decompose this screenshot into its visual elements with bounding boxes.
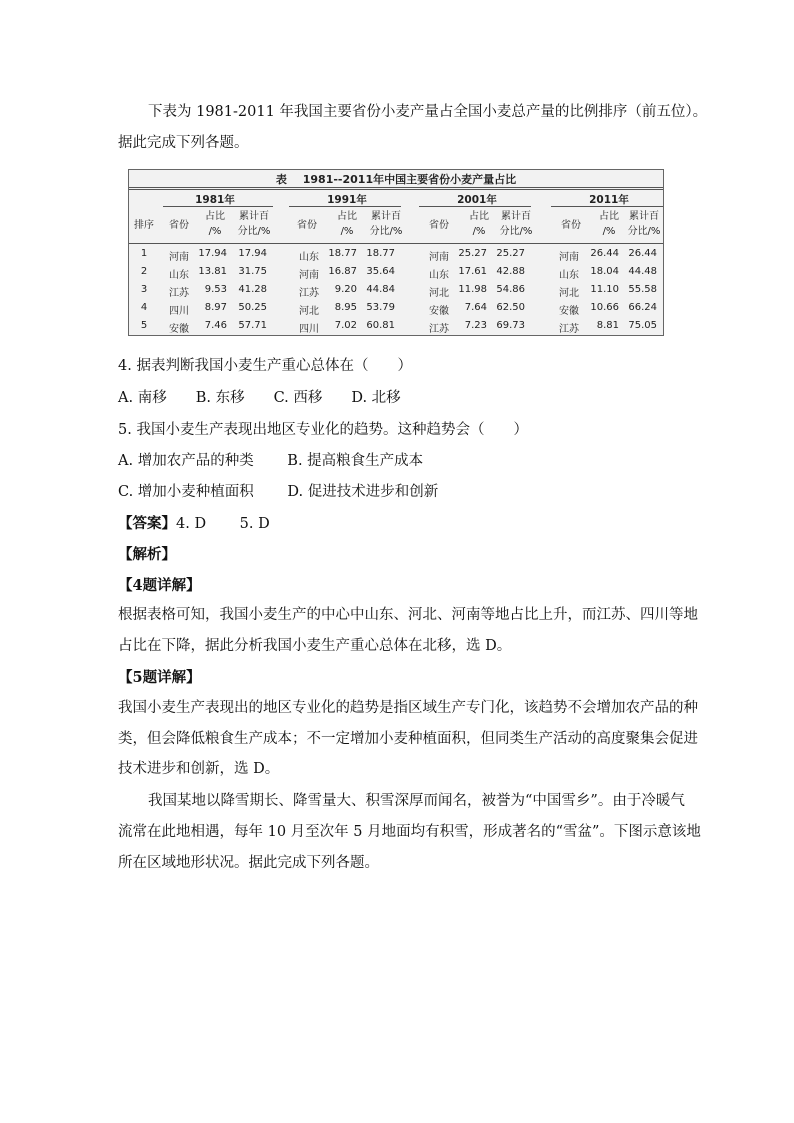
table-cell-province: 安徽 — [169, 324, 189, 335]
intro-line-2: 据此完成下列各题。 — [118, 135, 249, 151]
hdr-share-2011-l1: 占比 — [599, 211, 619, 222]
table-label: 表 — [275, 173, 287, 186]
table-cell-cumulative: 50.25 — [238, 302, 267, 313]
table-cell-province: 河南 — [429, 252, 449, 263]
table-cell-cumulative: 62.50 — [496, 302, 525, 313]
year-1991: 1991年 — [327, 194, 367, 206]
table-cell-share: 25.27 — [458, 248, 487, 259]
table-cell-province: 安徽 — [429, 306, 449, 317]
table-rule-top — [129, 187, 663, 188]
table-cell-province: 江苏 — [559, 324, 579, 335]
table-cell-province: 江苏 — [299, 288, 319, 299]
table-cell-share: 17.61 — [458, 266, 487, 277]
table-cell-cumulative: 75.05 — [628, 320, 657, 331]
hdr-cum-2001-l1: 累计百 — [501, 211, 531, 222]
hdr-share-2011 — [591, 209, 627, 239]
q4-detail-line-2: 占比在下降，据此分析我国小麦生产重心总体在北移，选 D。 — [118, 638, 512, 654]
hdr-cum-1991-l2: 分比/% — [369, 226, 403, 237]
hdr-cum-2011-l2: 分比/% — [627, 226, 661, 237]
table-cell-share: 18.77 — [328, 248, 357, 259]
table-cell-cumulative: 18.77 — [366, 248, 395, 259]
table-cell-province: 河南 — [169, 252, 189, 263]
table-cell-province: 山东 — [429, 270, 449, 281]
table-cell-share: 7.02 — [334, 320, 357, 331]
table-cell-cumulative: 42.88 — [496, 266, 525, 277]
year-2011-rule — [551, 206, 663, 207]
hdr-province-2001: 省份 — [429, 220, 449, 231]
hdr-share-2001 — [461, 209, 497, 239]
hdr-cum-1981 — [233, 209, 275, 239]
year-2001: 2001年 — [457, 194, 497, 206]
q5-options-ab: A. 增加农产品的种类 B. 提高粮食生产成本 — [118, 453, 424, 469]
table-cell-province: 河北 — [429, 288, 449, 299]
table-title — [129, 171, 663, 187]
hdr-province-2011: 省份 — [561, 220, 581, 231]
table-cell-province: 河南 — [559, 252, 579, 263]
table-cell-province: 江苏 — [429, 324, 449, 335]
hdr-province-1991: 省份 — [297, 220, 317, 231]
table-cell-share: 8.95 — [334, 302, 357, 313]
q5-stem: 5. 我国小麦生产表现出地区专业化的趋势。这种趋势会（ ） — [118, 422, 528, 438]
year-1991-rule — [289, 206, 401, 207]
table-cell-province: 山东 — [299, 252, 319, 263]
hdr-province-1981: 省份 — [169, 220, 189, 231]
table-cell-rank: 1 — [140, 248, 148, 259]
table-cell-cumulative: 66.24 — [628, 302, 657, 313]
table-cell-cumulative: 44.48 — [628, 266, 657, 277]
table-cell-share: 17.94 — [198, 248, 227, 259]
table-cell-share: 26.44 — [590, 248, 619, 259]
q5-detail-line-1: 我国小麦生产表现出的地区专业化的趋势是指区域生产专门化，该趋势不会增加农产品的种 — [118, 700, 698, 716]
table-cell-cumulative: 44.84 — [366, 284, 395, 295]
hdr-share-2001-l1: 占比 — [469, 211, 489, 222]
hdr-cum-1991 — [365, 209, 407, 239]
answer-line — [118, 508, 680, 540]
table-cell-province: 河北 — [299, 306, 319, 317]
table-cell-share: 8.97 — [204, 302, 227, 313]
hdr-cum-1991-l1: 累计百 — [371, 211, 401, 222]
table-cell-share: 10.66 — [590, 302, 619, 313]
table-cell-rank: 4 — [140, 302, 148, 313]
table-cell-province: 山东 — [169, 270, 189, 281]
table-cell-province: 河南 — [299, 270, 319, 281]
year-1981: 1981年 — [195, 194, 235, 206]
table-cell-share: 11.98 — [458, 284, 487, 295]
table-cell-cumulative: 60.81 — [366, 320, 395, 331]
table-cell-cumulative: 17.94 — [238, 248, 267, 259]
table-cell-share: 7.46 — [204, 320, 227, 331]
table-cell-cumulative: 53.79 — [366, 302, 395, 313]
table-cell-rank: 2 — [140, 266, 148, 277]
table-cell-share: 8.81 — [596, 320, 619, 331]
next-intro-line-1: 我国某地以降雪期长、降雪量大、积雪深厚而闻名，被誉为“中国雪乡”。由于冷暖气 — [148, 793, 685, 809]
table-cell-cumulative: 25.27 — [496, 248, 525, 259]
q5-detail-line-3: 技术进步和创新，选 D。 — [118, 761, 280, 777]
table-rule-header — [129, 243, 663, 244]
table-title-text: 1981--2011年中国主要省份小麦产量占比 — [302, 173, 517, 186]
hdr-share-1991-l2: /% — [340, 226, 354, 237]
hdr-share-1991-l1: 占比 — [337, 211, 357, 222]
table-cell-share: 13.81 — [198, 266, 227, 277]
table-cell-cumulative: 26.44 — [628, 248, 657, 259]
table-cell-province: 江苏 — [169, 288, 189, 299]
hdr-share-1991 — [329, 209, 365, 239]
answer-text: 4. D 5. D — [176, 516, 270, 532]
table-cell-share: 9.20 — [334, 284, 357, 295]
hdr-share-2011-l2: /% — [602, 226, 616, 237]
hdr-cum-2001-l2: 分比/% — [499, 226, 533, 237]
q4-detail-line-1: 根据表格可知，我国小麦生产的中心中山东、河北、河南等地占比上升，而江苏、四川等地 — [118, 607, 698, 623]
table-rule-top-2 — [129, 189, 663, 190]
hdr-cum-2011-l1: 累计百 — [629, 211, 659, 222]
hdr-cum-2001 — [495, 209, 537, 239]
table-cell-cumulative: 57.71 — [238, 320, 267, 331]
hdr-cum-1981-l1: 累计百 — [239, 211, 269, 222]
hdr-share-1981-l2: /% — [208, 226, 222, 237]
year-1981-rule — [163, 206, 273, 207]
table-cell-rank: 3 — [140, 284, 148, 295]
hdr-share-1981-l1: 占比 — [205, 211, 225, 222]
hdr-share-2001-l2: /% — [472, 226, 486, 237]
table-cell-share: 9.53 — [204, 284, 227, 295]
table-cell-share: 16.87 — [328, 266, 357, 277]
hdr-cum-2011 — [623, 209, 665, 239]
table-cell-cumulative: 41.28 — [238, 284, 267, 295]
table-cell-share: 7.23 — [464, 320, 487, 331]
table-cell-share: 7.64 — [464, 302, 487, 313]
table-cell-cumulative: 35.64 — [366, 266, 395, 277]
table-cell-province: 河北 — [559, 288, 579, 299]
table-cell-province: 四川 — [299, 324, 319, 335]
next-intro-line-3: 所在区域地形状况。据此完成下列各题。 — [118, 855, 379, 871]
table-cell-province: 安徽 — [559, 306, 579, 317]
q5-options-cd: C. 增加小麦种植面积 D. 促进技术进步和创新 — [118, 484, 439, 500]
next-intro-line-2: 流常在此地相遇，每年 10 月至次年 5 月地面均有积雪，形成著名的“雪盆”。下图示意该地 — [118, 824, 701, 840]
q5-detail-label: 【5题详解】 — [118, 669, 201, 686]
table-cell-cumulative: 31.75 — [238, 266, 267, 277]
table-cell-share: 11.10 — [590, 284, 619, 295]
answer-label: 【答案】 — [118, 515, 176, 532]
year-2001-rule — [419, 206, 531, 207]
q5-detail-line-2: 类，但会降低粮食生产成本；不一定增加小麦种植面积，但同类生产活动的高度聚集会促进 — [118, 731, 698, 747]
analysis-label: 【解析】 — [118, 546, 176, 563]
intro-line-1: 下表为 1981-2011 年我国主要省份小麦产量占全国小麦总产量的比例排序（前五位）。 — [148, 104, 708, 120]
table-cell-cumulative: 54.86 — [496, 284, 525, 295]
table-cell-province: 四川 — [169, 306, 189, 317]
q4-detail-label: 【4题详解】 — [118, 577, 201, 594]
year-2011: 2011年 — [589, 194, 629, 206]
rank-header: 排序 — [134, 220, 154, 231]
table-cell-cumulative: 55.58 — [628, 284, 657, 295]
q4-options: A. 南移 B. 东移 C. 西移 D. 北移 — [118, 390, 401, 406]
q4-stem: 4. 据表判断我国小麦生产重心总体在（ ） — [118, 358, 412, 374]
hdr-cum-1981-l2: 分比/% — [237, 226, 271, 237]
table-cell-share: 18.04 — [590, 266, 619, 277]
table-cell-cumulative: 69.73 — [496, 320, 525, 331]
wheat-share-table — [128, 169, 664, 336]
hdr-share-1981 — [197, 209, 233, 239]
table-cell-rank: 5 — [140, 320, 148, 331]
table-cell-province: 山东 — [559, 270, 579, 281]
